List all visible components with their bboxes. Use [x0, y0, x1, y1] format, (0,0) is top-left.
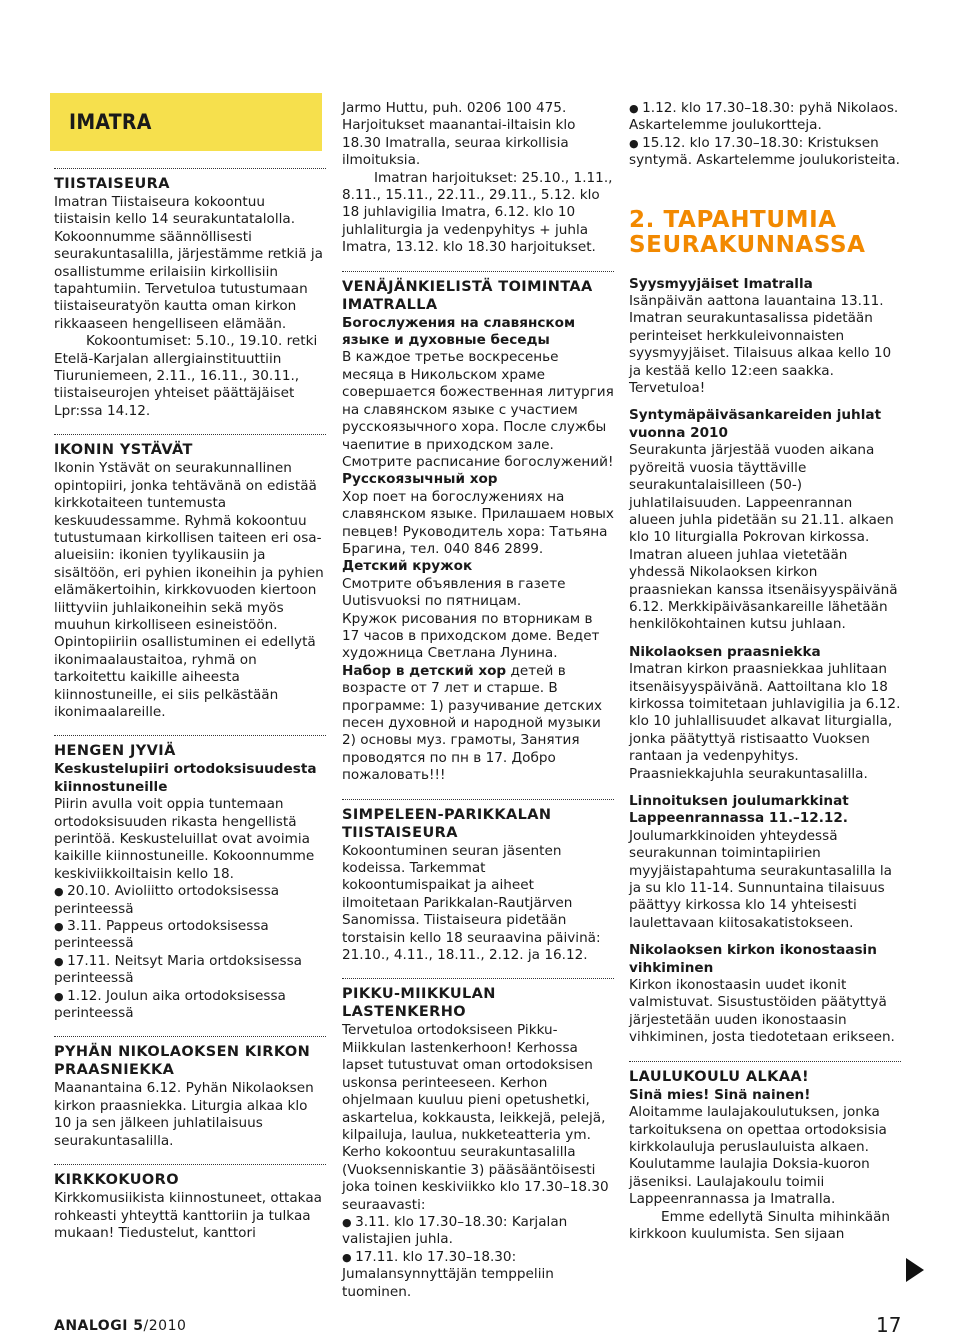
russian-body-services: В каждое третье воскресенье месяца в Никольском храме совершается божественная литургия на славянском языке с участием русскоязычного хора. После службы чаепитие в приходском зале. Смотрите расписание богослужений!	[342, 349, 614, 470]
laulukoulu-subtitle: Sinä mies! Sinä nainen!	[629, 1086, 811, 1103]
section-title: 2. TAPAHTUMIA SEURAKUNNASSA	[629, 206, 866, 258]
russian-subtitle-kids: Детский кружок	[342, 558, 473, 575]
kirkkokuoro-rehearsals: Imatran harjoitukset: 25.10., 1.11., 8.11., 15.11., 22.11., 29.11., 5.12. klo 18 juhlavigilia Imatra, 6.12. klo 10 juhlaliturgia ja vedenpyhitys + juhla Imatra, 13.12. klo 18.30 harjoitukset.	[342, 169, 613, 256]
event-title: Syysmyyjäiset Imatralla	[629, 275, 813, 292]
russian-subtitle-choir: Русскоязычный хор	[342, 471, 498, 488]
russian-kids-choir-text: детей в возрасте от 7 лет и старше. В программе: 1) разучивание детских песен духовной и народной музыки 2) основы муз. грамоты, Занятия проводятся по пн в 17. Добро пожаловать!!!	[342, 662, 603, 784]
ikonin-body: Ikonin Ystävät on seurakunnallinen opintopiiri, jonka tehtävänä on edistää kirkkotaiteen tuntemusta keskuudessamme. Ryhmä kokoontuu tutustumaan kirkollisen taiteen eri osa-alueisiin: ikonien tyylikausiin ja sisältöön, eri pyhien ikoneihin ja pyhien elämäkertoihin, kirkkovuoden kiertoon liittyviin juhlaikoneihin sekä myös muuhun kirkolliseen esineistöön. Opintopiiriin osallistuminen ei edellytä ikonimaalaustaitoa, ryhmä on tarkoitettu kaikille aiheesta kiinnostuneille, ei siis pelkästään ikonimaalareille.	[54, 460, 324, 720]
heading-kirkkokuoro: KIRKKOKUORO	[54, 1172, 179, 1189]
event-title: Syntymäpäiväsankareiden juhlat vuonna 2010	[629, 407, 882, 441]
pyhan-body: Maanantaina 6.12. Pyhän Nikolaoksen kirkon praasniekka. Liturgia alkaa klo 10 ja sen jälkeen juhlatilaisuus seurakuntasalilla.	[54, 1080, 314, 1149]
divider	[629, 1061, 901, 1062]
hengen-body: Piirin avulla voit oppia tuntemaan ortodoksisuuden rikasta hengellistä perintöä. Keskusteluillat ovat avoimia kaikille kiinnostuneille. Kokoonnumme keskiviikkoiltaisin kello 18.	[54, 796, 315, 882]
event-body: Kirkon ikonostaasin uudet ikonit valmistuvat. Sisustustöiden päätyttyä järjestetään uuden ikonostaasin vihkiminen, josta tiedotetaan erikseen.	[629, 977, 895, 1046]
heading-pikku-miikkulan: PIKKU-MIIKKULAN LASTENKERHO	[342, 986, 496, 1021]
divider	[342, 271, 614, 272]
list-item: ● 20.10. Avioliitto ortodoksisessa perinteessä	[54, 883, 326, 918]
divider	[342, 799, 614, 800]
russian-body-kids-choir	[342, 663, 614, 785]
laulukoulu-body-2: Emme edellytä Sinulta mihinkään kirkkoon kuulumista. Sen sijaan	[629, 1208, 891, 1242]
heading-pyhan-nikolaoksen: PYHÄN NIKOLAOKSEN KIRKON PRAASNIEKKA	[54, 1044, 311, 1079]
heading-laulukoulu: LAULUKOULU ALKAA!	[629, 1068, 810, 1085]
banner-title: IMATRA	[69, 110, 152, 134]
footer-magazine	[54, 1318, 186, 1334]
column-right	[629, 100, 901, 1243]
magazine-year: /2010	[143, 1318, 187, 1334]
heading-ikonin-ystavat: IKONIN YSTÄVÄT	[54, 442, 193, 459]
event-title: Linnoituksen joulumarkkinat Lappeenrannassa 11.–12.12.	[629, 793, 849, 827]
heading-simpeleen: SIMPELEEN-PARIKKALAN TIISTAISEURA	[342, 806, 552, 841]
list-item: ● 3.11. Pappeus ortodoksisessa perinteessä	[54, 918, 326, 953]
russian-subtitle-services: Богослужения на славянском языке и духовные беседы	[342, 314, 576, 349]
heading-tiistaiseura: TIISTAISEURA	[54, 176, 170, 192]
page-number: 17	[876, 1313, 902, 1337]
simpeleen-body: Kokoontuminen seuran jäsenten kodeissa. Tarkemmat kokoontumispaikat ja aiheet ilmoitetaan Parikkalan-Rautjärven Sanomissa. Tiistaiseura pidetään torstaisin kello 18 seuraavina päivinä: 21.10., 4.11., 18.11., 2.12. ja 16.12.	[342, 842, 601, 964]
event-title: Nikolaoksen praasniekka	[629, 643, 821, 660]
continue-arrow-icon	[906, 1258, 924, 1282]
list-item: ● 3.11. klo 17.30–18.30: Karjalan valistajien juhla.	[342, 1214, 614, 1249]
event-body: Imatran kirkon praasniekkaa juhlitaan itsenäisyyspäivänä. Aattoiltana klo 18 kirkossa toimitetaan juhlavigilia ja 6.12. klo 10 juhlallisuudet alkavat liturgialla, jonka päätyttyä ristisaatto Vuoksen rantaan ja vedenpyhitys. Praasniekkajuhla seurakuntasalilla.	[629, 661, 901, 782]
divider	[54, 735, 326, 736]
heading-hengen-jyvia: HENGEN JYVIÄ	[54, 743, 176, 760]
tiistaiseura-body: Imatran Tiistaiseura kokoontuu tiistaisin kello 14 seurakuntatalolla. Kokoonnumme säännöllisesti seurakuntasalilla, järjestämme retkiä ja osallistumme erilaisiin kirkollisiin tapahtumiin. Tervetuloa tutustumaan tiistaiseuratyön kautta oman kirkon rikkaaseen hengelliseen elämään.	[54, 194, 323, 332]
divider	[54, 1036, 326, 1037]
list-item: ● 1.12. Joulun aika ortodoksisessa perinteessä	[54, 988, 326, 1023]
event-title: Nikolaoksen kirkon ikonostaasin vihkiminen	[629, 942, 877, 976]
list-item: ● 17.11. Neitsyt Maria ortdoksisessa perinteessä	[54, 953, 326, 988]
russian-kids-choir-bold: Набор в детский хор	[342, 662, 507, 679]
laulukoulu-body: Aloitamme laulajakoulutuksen, jonka tarkoituksena on opettaa ortodoksisia kirkkolauluja peruslauluista alkaen. Koulutamme laulajia Doksia-kuoron jäseniksi. Laulajakoulu toimii Lappeenrannassa ja Imatralla.	[629, 1104, 887, 1208]
event-body: Joulumarkkinoiden yhteydessä seurakunnan toimintapiirien myyjäistapahtuma seurakuntasalilla la ja su klo 11-14. Sunnuntaina tilaisuus päättyy kirkossa klo 14 yhteisesti laulettavaan kiitosakatistokseen.	[629, 827, 892, 931]
list-item: ● 15.12. klo 17.30–18.30: Kristuksen syntymä. Askartelemme joulukoristeita.	[629, 135, 901, 170]
divider	[54, 434, 326, 435]
divider	[54, 1164, 326, 1165]
event-body: Seurakunta järjestää vuoden aikana pyöreitä vuosia täyttäville seurakuntalaisilleen (50-) juhlatilaisuuden. Lappeenrannan alueen juhla pidetään su 21.11. alkaen klo 10 liturgialla Pokrovan kirkossa. Imatran alueen juhlaa vietetään yhdessä Nikolaoksen kirkon praasniekan kanssa itsenäisyyspäivänä 6.12. Merkkipäiväsankareille lähetään henkilökohtainen kutsu juhlaan.	[629, 442, 898, 633]
divider	[54, 168, 326, 169]
column-left	[54, 100, 326, 1242]
list-item: ● 1.12. klo 17.30–18.30: pyhä Nikolaos. Askartelemme joulukortteja.	[629, 100, 901, 135]
section-banner	[50, 93, 322, 151]
list-item: ● 17.11. klo 17.30–18.30: Jumalansynnyttäjän temppeliin tuominen.	[342, 1249, 614, 1301]
kirkkokuoro-continued: Jarmo Huttu, puh. 0206 100 475. Harjoitukset maanantai-iltaisin klo 18.30 Imatralla, seuraa kirkollisia ilmoituksia.	[342, 100, 576, 169]
tiistaiseura-meetings: Kokoontumiset: 5.10., 19.10. retki Etelä-Karjalan allergiainstituuttiin Tiuruniemeen, 2.11., 16.11., 30.11., tiistaiseurojen yhteiset päättäjäiset Lpr:ssa 14.12.	[54, 333, 318, 419]
column-middle	[342, 100, 614, 1301]
magazine-name: ANALOGI 5	[54, 1318, 144, 1334]
russian-body-drawing: Кружок рисования по вторникам в 17 часов в приходском доме. Ведет художница Светлана Лунина.	[342, 610, 600, 662]
russian-body-kids: Смотрите объявления в газете Uutisvuoksi по пятницам.	[342, 575, 566, 610]
heading-venajankielista: VENÄJÄNKIELISTÄ TOIMINTAA IMATRALLA	[342, 278, 593, 313]
event-body: Isänpäivän aattona lauantaina 13.11. Imatran seurakuntasalissa pidetään perinteiset herkkuleivonnaisten syysmyyjäiset. Tilaisuus alkaa kello 10 ja kestää kello 12:een saakka. Tervetuloa!	[629, 293, 892, 397]
hengen-subtitle: Keskustelupiiri ortodoksisuudesta kiinnostuneille	[54, 761, 317, 795]
divider	[342, 978, 614, 979]
pikku-body: Tervetuloa ortodoksiseen Pikku-Miikkulan lastenkerhoon! Kerhossa lapset tutustuvat oman ortodoksisen uskonsa perinteeseen. Kerhon ohjelmaan kuuluu pieni opetushetki, askartelua, kokkausta, leikkejä, pelejä, kilpailuja, laulua, nukketeatteria ym. Kerho kokoontuu seurakuntasalilla (Vuoksenniskantie 3) pääsääntöisesti joka toinen keskiviikko klo 17.30–18.30 seuraavasti:	[342, 1022, 609, 1213]
russian-body-choir: Хор поет на богослужениях на славянском языке. Прилашаем новых певцев! Руководитель хора: Татьяна Брагина, тел. 040 846 2899.	[342, 488, 614, 557]
kirkkokuoro-body: Kirkkomusiikista kiinnostuneet, ottakaa rohkeasti yhteyttä kanttoriin ja tulkaa mukaan! Tiedustelut, kanttori	[54, 1190, 322, 1241]
